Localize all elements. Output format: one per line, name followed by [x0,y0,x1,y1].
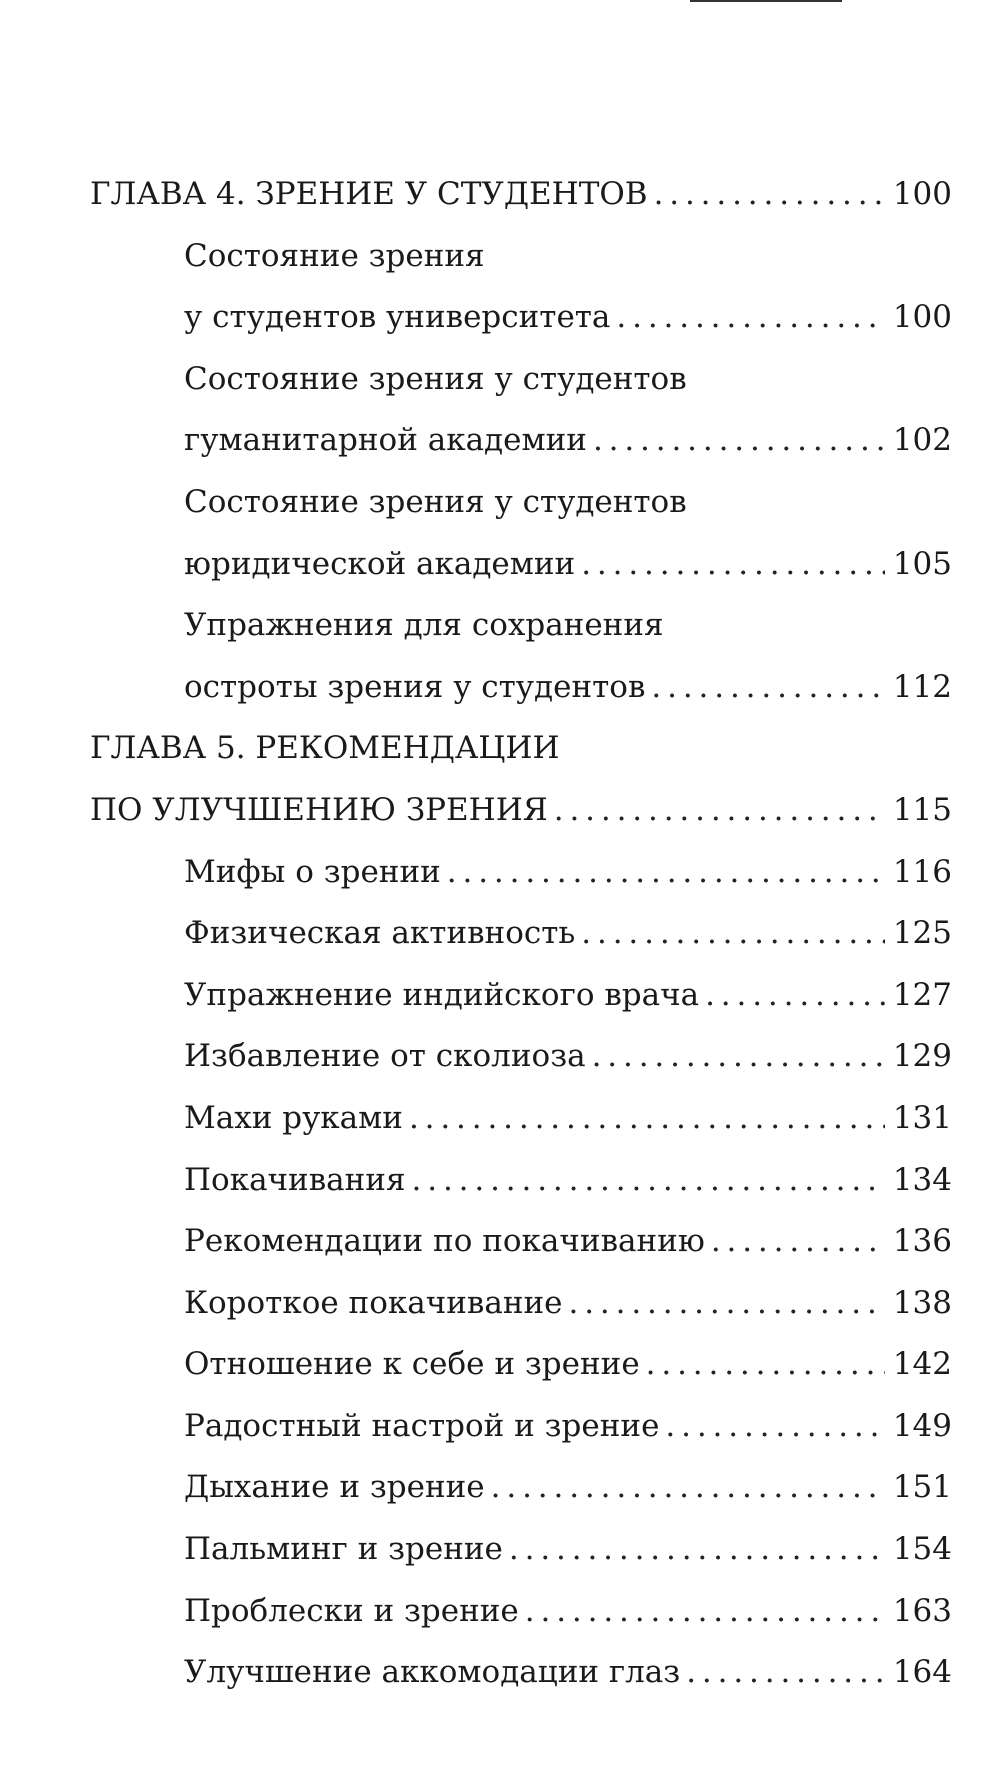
dot-leader [665,1406,884,1446]
toc-entry-title: Упражнения для сохранения [184,607,664,644]
toc-chapter-line [90,728,952,790]
toc-page-number: 105 [892,545,952,582]
toc-entry-line [90,544,952,606]
toc-page-number: 125 [892,915,952,952]
toc-entry-title: Махи руками [184,1099,403,1136]
toc-entry-title: Короткое покачивание [184,1284,563,1321]
toc-page-number: 136 [892,1223,952,1260]
dot-leader [646,1344,885,1384]
dot-leader [569,1283,885,1323]
dot-leader [412,1160,885,1200]
toc-page-number: 163 [892,1592,952,1629]
toc-entry-title: Избавление от сколиоза [184,1038,586,1075]
toc-entry-line [90,913,952,975]
toc-page-number: 115 [892,791,952,828]
toc-entry-title: Улучшение аккомодации глаз [184,1654,681,1691]
toc-page-number: 138 [892,1284,952,1321]
toc-entry-title: Физическая активность [184,915,576,952]
toc-entry-title: Покачивания [184,1161,406,1198]
table-of-contents [90,174,952,1714]
dot-leader [554,790,885,830]
dot-leader [581,913,885,953]
dot-leader [409,1098,885,1138]
toc-entry-line [90,667,952,729]
toc-entry-title: юридической академии [184,545,576,582]
toc-entry-line [90,482,952,544]
toc-entry-line [90,1160,952,1222]
toc-page-number: 142 [892,1346,952,1383]
toc-page-number: 164 [892,1654,952,1691]
toc-entry-line [90,1283,952,1345]
toc-entry-title: Упражнение индийского врача [184,976,700,1013]
toc-entry-title: у студентов университета [184,299,611,336]
dot-leader [509,1529,885,1569]
toc-page-number: 154 [892,1531,952,1568]
toc-entry-line [90,1221,952,1283]
toc-entry-line [90,1467,952,1529]
toc-page-number: 102 [892,422,952,459]
dot-leader [651,667,884,707]
dot-leader [654,174,885,214]
toc-entry-line [90,1652,952,1714]
toc-page-number: 127 [892,976,952,1013]
toc-entry-line [90,359,952,421]
toc-entry-title: гуманитарной академии [184,422,587,459]
toc-entry-title: Состояние зрения у студентов [184,483,687,520]
toc-entry-title: Дыхание и зрение [184,1469,485,1506]
toc-entry-line [90,1036,952,1098]
dot-leader [705,975,885,1015]
toc-entry-line [90,1529,952,1591]
dot-leader [686,1652,885,1692]
toc-entry-line [90,420,952,482]
toc-entry-line [90,1098,952,1160]
top-rule [690,0,842,2]
toc-entry-line [90,975,952,1037]
toc-entry-line [90,1344,952,1406]
toc-entry-title: Мифы о зрении [184,853,441,890]
dot-leader [491,1467,885,1507]
toc-entry-title: ГЛАВА 5. РЕКОМЕНДАЦИИ [90,730,560,767]
toc-page-number: 100 [892,176,952,212]
toc-entry-title: Состояние зрения у студентов [184,360,687,397]
dot-leader [447,852,885,892]
toc-entry-title: остроты зрения у студентов [184,668,646,705]
toc-entry-title: Пальминг и зрение [184,1531,503,1568]
toc-entry-title: Радостный настрой и зрение [184,1407,660,1444]
toc-entry-line [90,605,952,667]
toc-entry-line [90,1406,952,1468]
toc-page-number: 131 [892,1099,952,1136]
toc-entry-title: ПО УЛУЧШЕНИЮ ЗРЕНИЯ [90,791,548,828]
dot-leader [711,1221,885,1261]
toc-page-number: 149 [892,1407,952,1444]
dot-leader [525,1591,885,1631]
toc-entry-title: Состояние зрения [184,237,485,274]
toc-page-number: 134 [892,1161,952,1198]
toc-entry-line [90,297,952,359]
toc-entry-title: Проблески и зрение [184,1592,519,1629]
toc-entry-title: Рекомендации по покачиванию [184,1223,705,1260]
dot-leader [581,544,885,584]
toc-entry-line [90,1591,952,1653]
toc-page-number: 112 [892,668,952,705]
toc-entry-line [90,852,952,914]
toc-page-number: 100 [892,299,952,336]
toc-page-number: 151 [892,1469,952,1506]
toc-page-number: 129 [892,1038,952,1075]
dot-leader [593,420,885,460]
toc-chapter-line [90,790,952,852]
toc-page-number: 116 [892,853,952,890]
toc-chapter-line [90,174,952,236]
toc-entry-title: Отношение к себе и зрение [184,1346,640,1383]
dot-leader [592,1036,885,1076]
toc-entry-title: ГЛАВА 4. ЗРЕНИЕ У СТУДЕНТОВ [90,176,648,212]
toc-entry-line [90,236,952,298]
dot-leader [616,297,884,337]
